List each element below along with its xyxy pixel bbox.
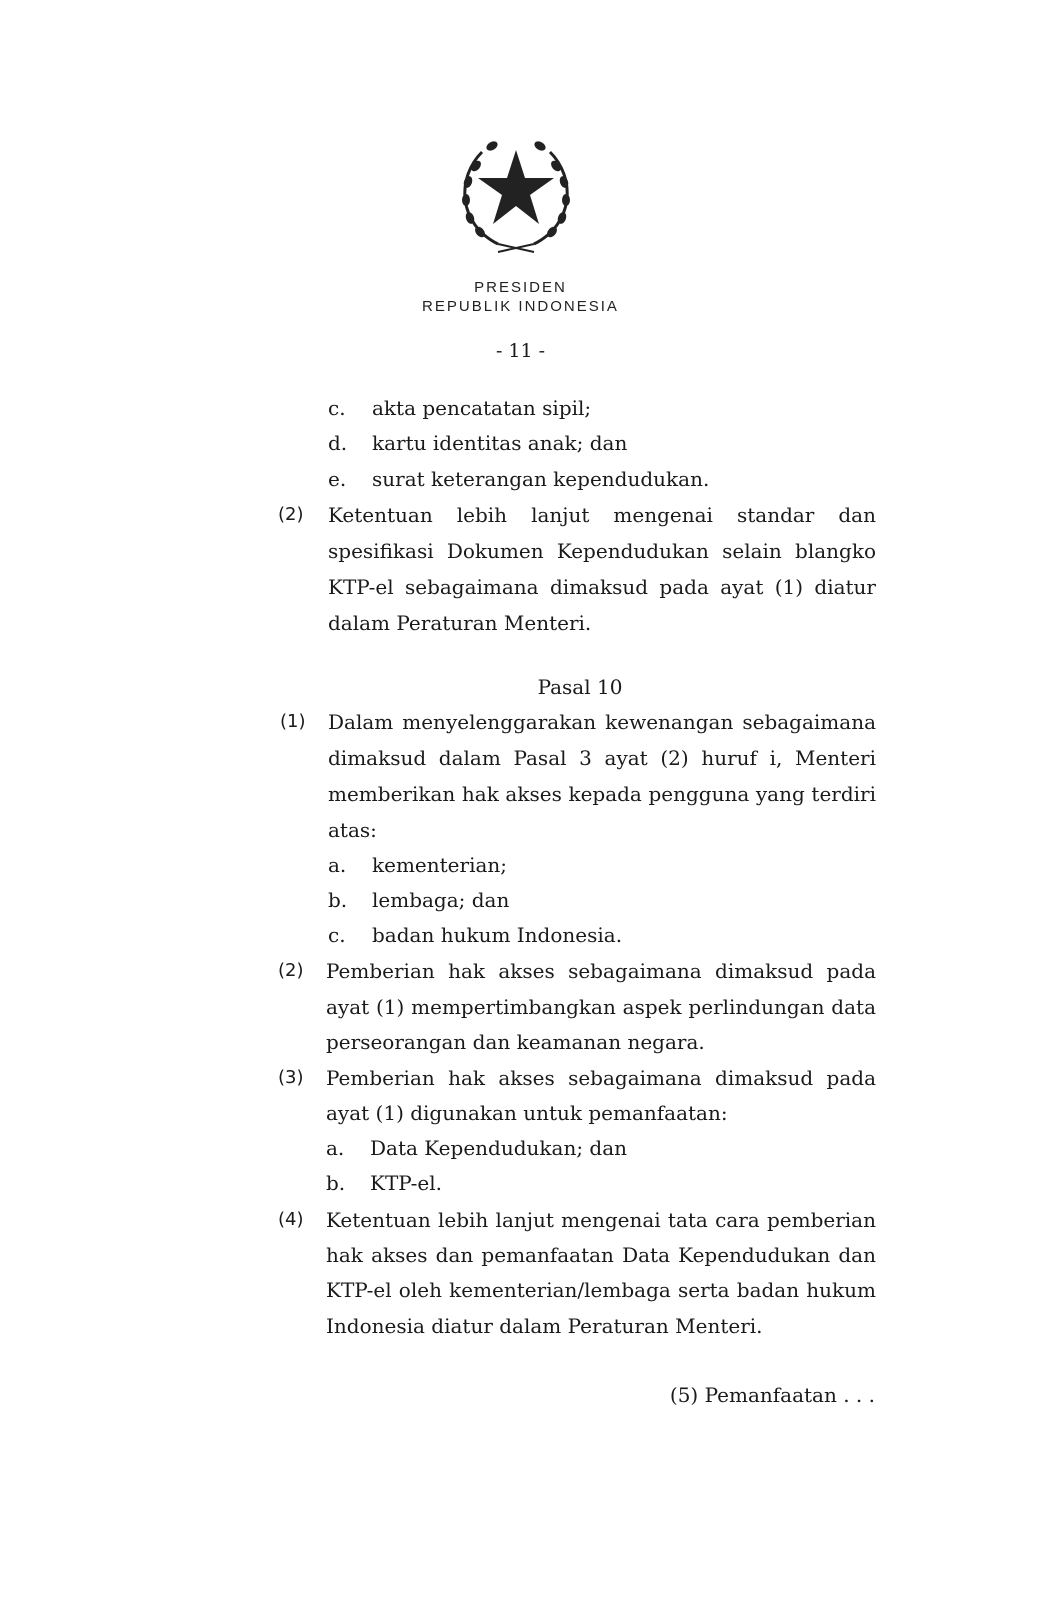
- list-item-text: akta pencatatan sipil;: [372, 396, 592, 420]
- list-item-letter: d.: [328, 431, 348, 455]
- ayat-line: ayat (1) digunakan untuk pemanfaatan:: [326, 1101, 728, 1125]
- ayat-number: (1): [280, 711, 306, 732]
- list-item-letter: a.: [326, 1136, 345, 1160]
- ayat-line: hak akses dan pemanfaatan Data Kependudukan dan: [326, 1243, 876, 1267]
- list-item-text: kartu identitas anak; dan: [372, 431, 628, 455]
- list-item-letter: e.: [328, 467, 347, 491]
- ayat-line: spesifikasi Dokumen Kependudukan selain blangko: [328, 539, 876, 563]
- ayat-line: dalam Peraturan Menteri.: [328, 611, 592, 635]
- list-item-letter: c.: [328, 396, 346, 420]
- ayat-line: ayat (1) mempertimbangkan aspek perlindungan data: [326, 995, 876, 1019]
- list-item-text: kementerian;: [372, 853, 508, 877]
- ayat-line: atas:: [328, 818, 377, 842]
- ayat-line: Ketentuan lebih lanjut mengenai tata cara pemberian: [326, 1208, 876, 1232]
- header-title-line1: PRESIDEN: [474, 279, 567, 296]
- ayat-line: Dalam menyelenggarakan kewenangan sebagaimana: [328, 710, 876, 734]
- pasal-title: Pasal 10: [537, 675, 623, 699]
- list-item-letter: b.: [326, 1171, 346, 1195]
- ayat-line: memberikan hak akses kepada pengguna yang terdiri: [328, 782, 876, 806]
- list-item-letter: c.: [328, 923, 346, 947]
- ayat-line: Indonesia diatur dalam Peraturan Menteri.: [326, 1314, 763, 1338]
- list-item-letter: b.: [328, 888, 348, 912]
- ayat-number: (4): [278, 1209, 304, 1230]
- ayat-line: Pemberian hak akses sebagaimana dimaksud pada: [326, 1066, 876, 1090]
- list-item-letter: a.: [328, 853, 347, 877]
- ayat-line: KTP-el oleh kementerian/lembaga serta badan hukum: [326, 1278, 876, 1302]
- ayat-line: dimaksud dalam Pasal 3 ayat (2) huruf i, Menteri: [328, 746, 876, 770]
- ayat-number: (2): [278, 960, 304, 981]
- list-item-text: lembaga; dan: [372, 888, 510, 912]
- ayat-line: KTP-el sebagaimana dimaksud pada ayat (1) diatur: [328, 575, 876, 599]
- ayat-number: (2): [278, 504, 304, 525]
- list-item-text: surat keterangan kependudukan.: [372, 467, 710, 491]
- header-title-line2: REPUBLIK INDONESIA: [422, 298, 619, 315]
- list-item-text: Data Kependudukan; dan: [370, 1136, 628, 1160]
- ayat-line: perseorangan dan keamanan negara.: [326, 1030, 705, 1054]
- catchword: (5) Pemanfaatan . . .: [669, 1383, 875, 1407]
- ayat-line: Ketentuan lebih lanjut mengenai standar dan: [328, 503, 876, 527]
- ayat-line: Pemberian hak akses sebagaimana dimaksud pada: [326, 959, 876, 983]
- list-item-text: KTP-el.: [370, 1171, 442, 1195]
- page-number: - 11 -: [495, 340, 546, 362]
- presidential-emblem-icon: [446, 128, 586, 256]
- list-item-text: badan hukum Indonesia.: [372, 923, 623, 947]
- ayat-number: (3): [278, 1067, 304, 1088]
